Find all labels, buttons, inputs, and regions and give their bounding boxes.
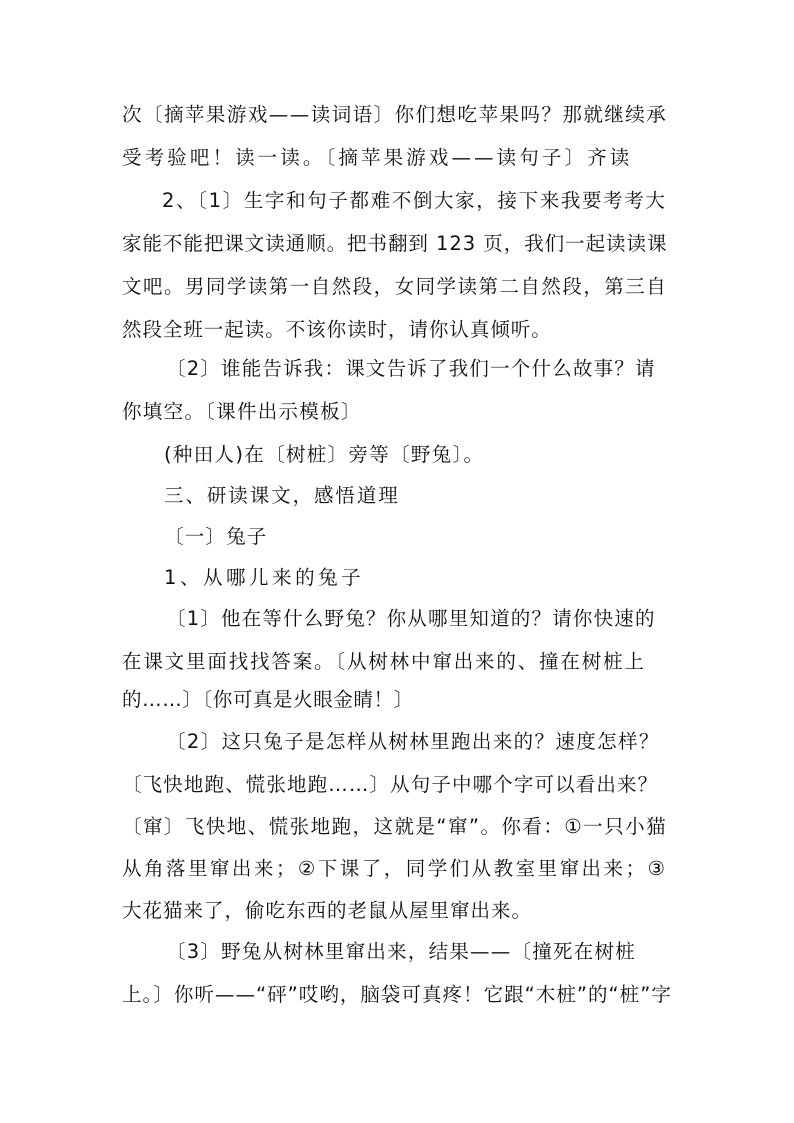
text-line: 大花猫来了，偷吃东西的老鼠从屋里窜出来。 (122, 899, 533, 922)
text-line: 〔飞快地跑、慌张地跑……〕从句子中哪个字可以看出来？ (122, 773, 659, 796)
text-line: 〔1〕他在等什么野兔？你从哪里知道的？请你快速的 (166, 607, 656, 630)
subsection-heading: 1、从哪儿来的兔子 (164, 566, 365, 589)
subsection-heading: 〔一〕兔子 (164, 525, 268, 548)
text-line: 然段全班一起读。不该你读时，请你认真倾听。 (122, 318, 552, 341)
text-line: 你填空。〔课件出示模板〕 (122, 400, 362, 423)
text-line: 〔3〕野兔从树林里窜出来，结果——〔撞死在树桩 (166, 940, 637, 963)
text-line: 2、〔1〕生字和句子都难不倒大家，接下来我要考考大 (162, 189, 667, 212)
text-line: 从角落里窜出来；②下课了，同学们从教室里窜出来；③ (122, 857, 668, 880)
text-line: 次〔摘苹果游戏——读词语〕你们想吃苹果吗？那就继续承 (122, 103, 668, 126)
text-line: 上。〕你听——“砰”哎哟，脑袋可真疼！它跟“木桩”的“桩”字 (122, 983, 672, 1006)
text-line: (种田人)在〔树桩〕旁等〔野兔〕。 (164, 443, 485, 466)
text-line: 〔2〕谁能告诉我：课文告诉了我们一个什么故事？请 (166, 357, 656, 380)
text-line: 〔2〕这只兔子是怎样从树林里跑出来的？速度怎样？ (166, 730, 660, 753)
text-line: 〔窜〕飞快地、慌张地跑，这就是“窜”。你看：①一只小猫 (122, 815, 668, 838)
text-line: 的……〕〔你可真是火眼金睛！〕 (122, 688, 414, 711)
text-line: 受考验吧！读一读。〔摘苹果游戏——读句子〕齐读 (122, 146, 633, 169)
text-line: 家能不能把课文读通顺。把书翻到 123 页，我们一起读读课 (122, 232, 668, 255)
text-line: 文吧。男同学读第一自然段，女同学读第二自然段，第三自 (122, 275, 668, 298)
text-line: 在课文里面找找答案。〔从树林中窜出来的、撞在树桩上 (122, 650, 646, 673)
section-heading: 三、研读课文，感悟道理 (164, 484, 400, 507)
